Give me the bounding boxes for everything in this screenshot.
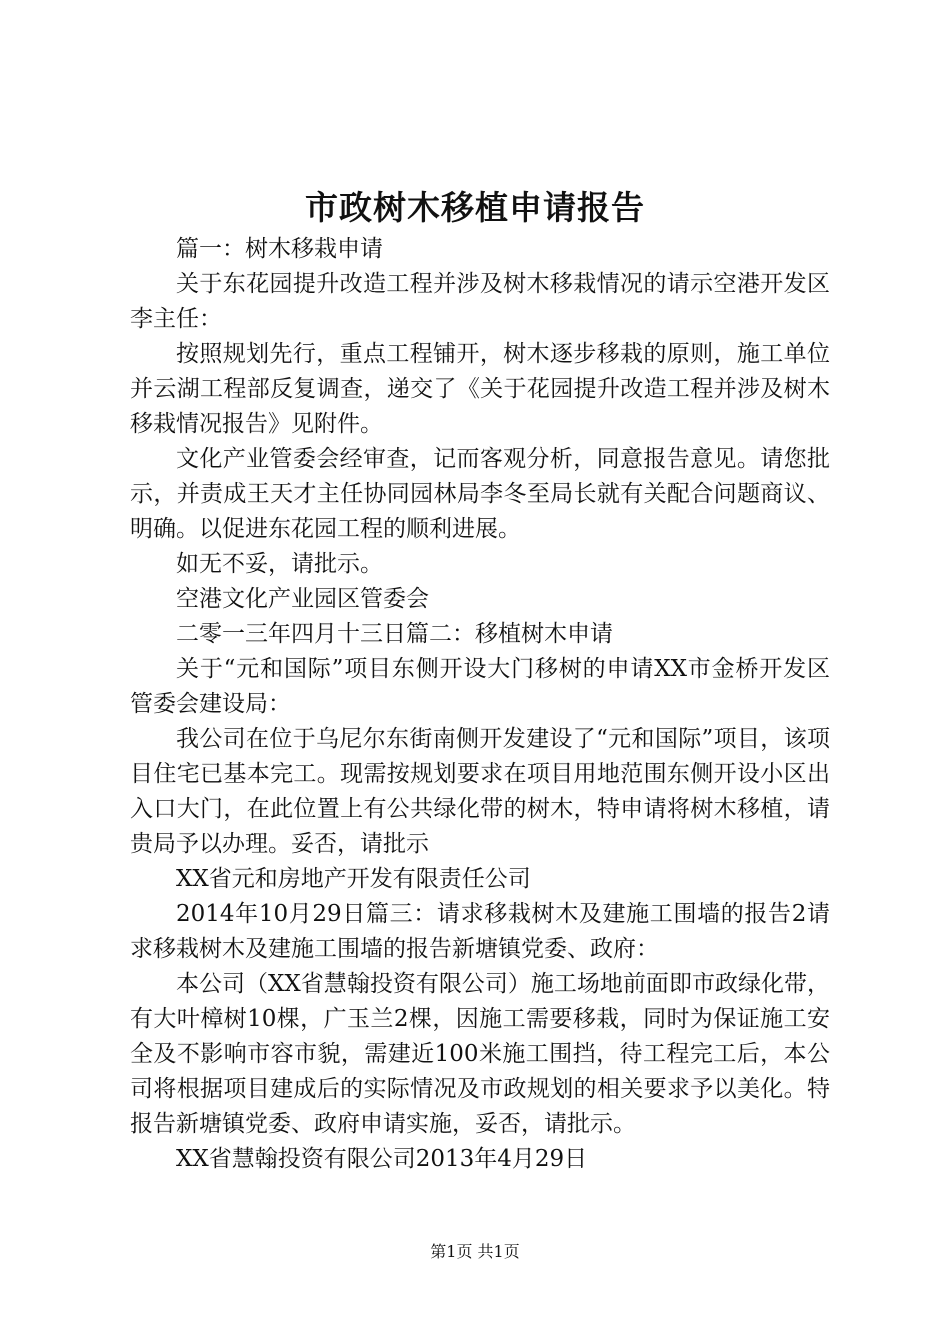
paragraph: 空港文化产业园区管委会 (176, 586, 429, 612)
document-body (130, 232, 830, 1177)
document-title: 市政树木移植申请报告 (305, 188, 645, 227)
paragraph: XX省慧翰投资有限公司2013年4月29日 (176, 1146, 588, 1172)
paragraph: 按照规划先行，重点工程铺开，树木逐步移栽的原则，施工单位并云湖工程部反复调查，递交了《关于花园提升改造工程并涉及树木移栽情况报告》见附件。 (130, 341, 830, 437)
paragraph: 我公司在位于乌尼尔东街南侧开发建设了“元和国际”项目，该项目住宅已基本完工。现需按规划要求在项目用地范围东侧开设小区出入口大门，在此位置上有公共绿化带的树木，特申请将树木移植，请贵局予以办理。妥否，请批示 (130, 726, 830, 857)
paragraph: 篇一：树木移栽申请 (176, 236, 383, 262)
paragraph: 关于“元和国际”项目东侧开设大门移树的申请XX市金桥开发区管委会建设局： (130, 656, 830, 717)
paragraph: XX省元和房地产开发有限责任公司 (176, 866, 531, 892)
paragraph: 关于东花园提升改造工程并涉及树木移栽情况的请示空港开发区李主任： (130, 271, 830, 332)
paragraph: 文化产业管委会经审查，记而客观分析，同意报告意见。请您批示，并责成王天才主任协同园林局李冬至局长就有关配合问题商议、明确。以促进东花园工程的顺利进展。 (130, 446, 830, 542)
page-footer: 第1页 共1页 (430, 1242, 520, 1261)
paragraph: 2014年10月29日篇三：请求移栽树木及建施工围墙的报告2请求移栽树木及建施工围墙的报告新塘镇党委、政府： (130, 901, 830, 962)
paragraph: 二零一三年四月十三日篇二：移植树木申请 (176, 621, 613, 647)
paragraph: 如无不妥，请批示。 (176, 551, 383, 577)
paragraph: 本公司（XX省慧翰投资有限公司）施工场地前面即市政绿化带，有大叶樟树10棵，广玉兰2棵，因施工需要移栽，同时为保证施工安全及不影响市容市貌，需建近100米施工围挡，待工程完工后，本公司将根据项目建成后的实际情况及市政规划的相关要求予以美化。特报告新塘镇党委、政府申请实施，妥否，请批示。 (130, 971, 830, 1137)
